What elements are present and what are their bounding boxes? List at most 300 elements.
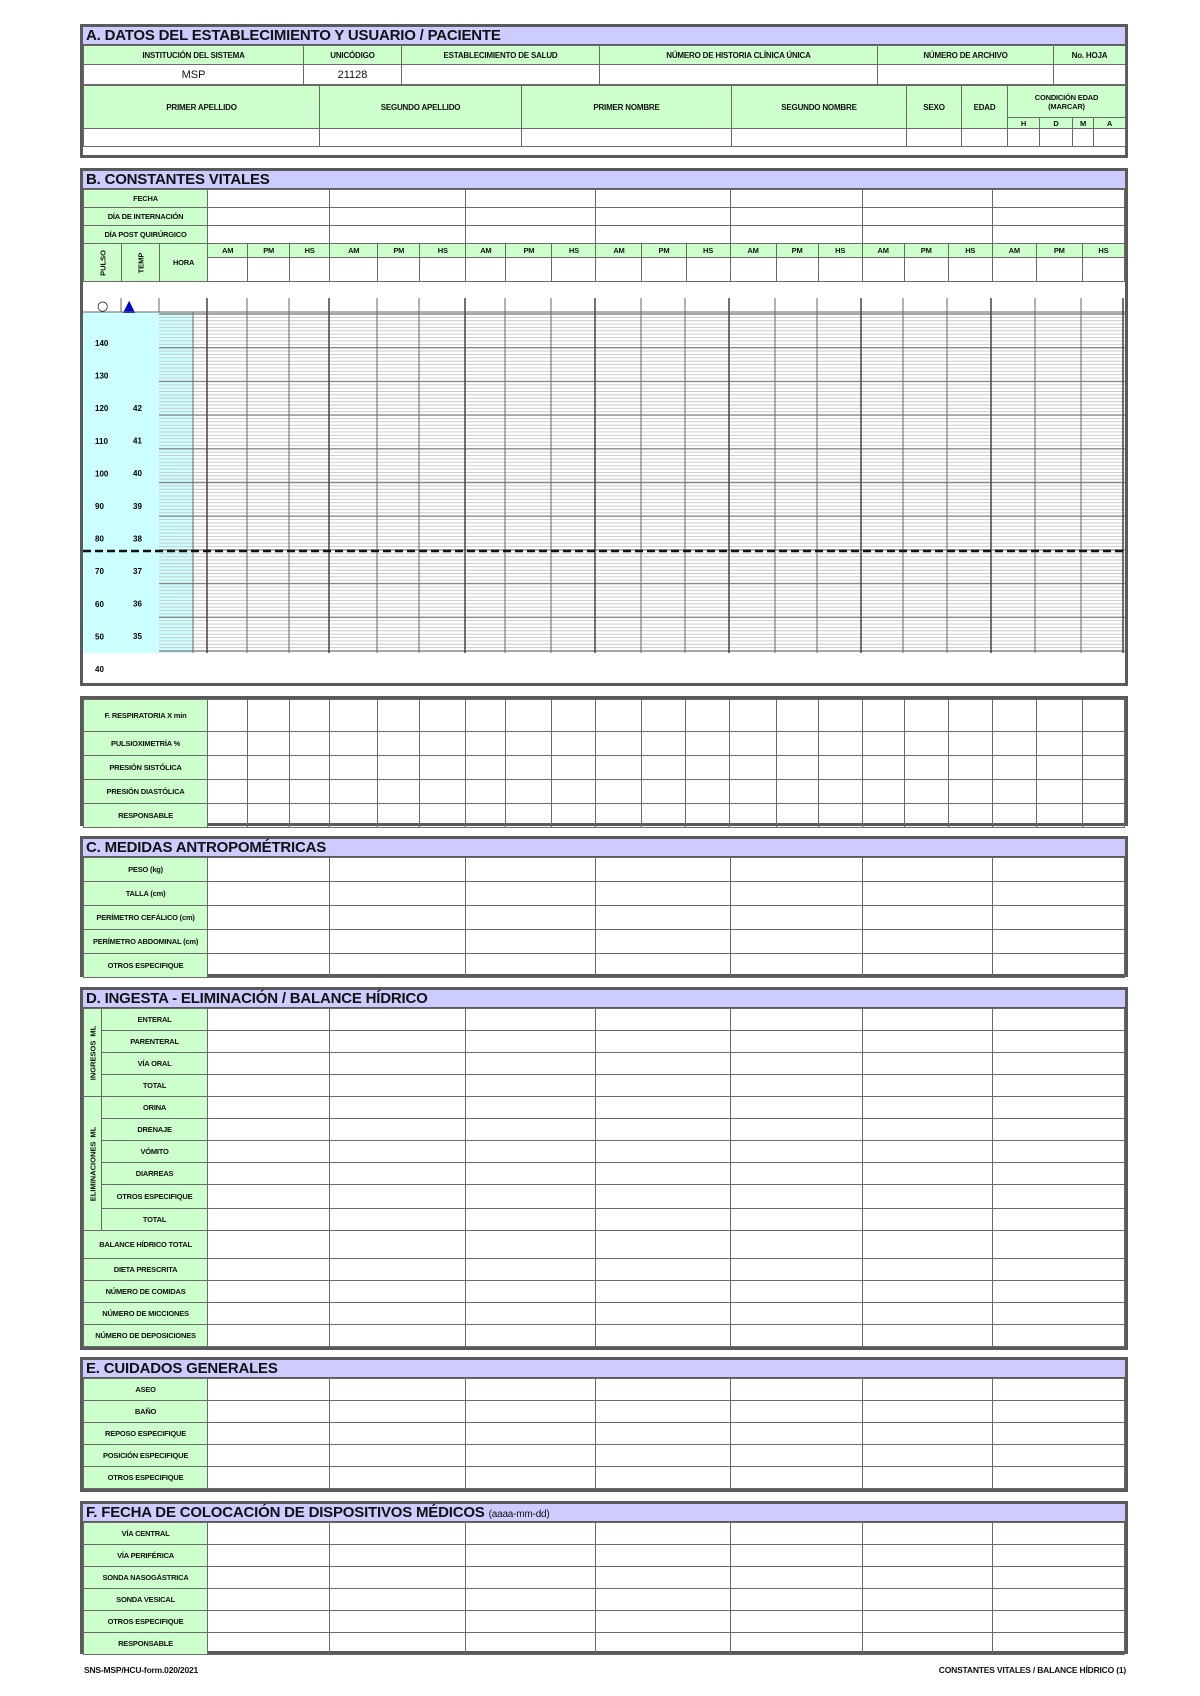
balance-day-cell[interactable] xyxy=(862,1303,992,1325)
vitals-day-cell[interactable] xyxy=(862,208,992,226)
general-care-day-cell[interactable] xyxy=(466,1401,596,1423)
eliminaciones-day-cell[interactable] xyxy=(992,1163,1124,1185)
vital-sign-cell[interactable] xyxy=(904,732,948,756)
institucion-value[interactable]: MSP xyxy=(84,65,304,85)
vital-sign-cell[interactable] xyxy=(730,780,776,804)
vitals-day-cell[interactable] xyxy=(330,226,466,244)
device-day-cell[interactable] xyxy=(992,1523,1124,1545)
vital-sign-cell[interactable] xyxy=(686,780,730,804)
vital-sign-cell[interactable] xyxy=(862,732,904,756)
condicion-m[interactable]: M xyxy=(1073,118,1094,129)
general-care-day-cell[interactable] xyxy=(862,1423,992,1445)
anthropometric-day-cell[interactable] xyxy=(208,882,330,906)
balance-day-cell[interactable] xyxy=(330,1303,466,1325)
general-care-day-cell[interactable] xyxy=(730,1467,862,1489)
device-day-cell[interactable] xyxy=(466,1545,596,1567)
anthropometric-day-cell[interactable] xyxy=(862,930,992,954)
device-day-cell[interactable] xyxy=(862,1567,992,1589)
vital-sign-cell[interactable] xyxy=(686,732,730,756)
anthropometric-day-cell[interactable] xyxy=(330,930,466,954)
anthropometric-day-cell[interactable] xyxy=(862,858,992,882)
anthropometric-day-cell[interactable] xyxy=(466,954,596,978)
device-day-cell[interactable] xyxy=(466,1633,596,1655)
vital-sign-cell[interactable] xyxy=(290,756,330,780)
vital-sign-cell[interactable] xyxy=(208,700,248,732)
device-day-cell[interactable] xyxy=(596,1589,730,1611)
vital-sign-cell[interactable] xyxy=(596,780,642,804)
eliminaciones-day-cell[interactable] xyxy=(208,1209,330,1231)
balance-day-cell[interactable] xyxy=(208,1231,330,1259)
vital-sign-cell[interactable] xyxy=(1082,780,1124,804)
general-care-day-cell[interactable] xyxy=(596,1423,730,1445)
vital-sign-cell[interactable] xyxy=(818,700,862,732)
vital-sign-cell[interactable] xyxy=(730,756,776,780)
ingresos-day-cell[interactable] xyxy=(596,1053,730,1075)
balance-day-cell[interactable] xyxy=(330,1281,466,1303)
vitals-day-cell[interactable] xyxy=(466,208,596,226)
eliminaciones-day-cell[interactable] xyxy=(862,1185,992,1209)
vitals-day-cell[interactable] xyxy=(208,226,330,244)
eliminaciones-day-cell[interactable] xyxy=(730,1185,862,1209)
device-day-cell[interactable] xyxy=(862,1633,992,1655)
device-day-cell[interactable] xyxy=(992,1567,1124,1589)
anthropometric-day-cell[interactable] xyxy=(330,954,466,978)
device-day-cell[interactable] xyxy=(596,1545,730,1567)
vital-sign-cell[interactable] xyxy=(862,700,904,732)
balance-day-cell[interactable] xyxy=(730,1325,862,1347)
vital-sign-cell[interactable] xyxy=(948,756,992,780)
hora-cell[interactable] xyxy=(208,258,248,282)
vital-sign-cell[interactable] xyxy=(466,804,506,828)
balance-day-cell[interactable] xyxy=(330,1325,466,1347)
general-care-day-cell[interactable] xyxy=(862,1379,992,1401)
vital-sign-cell[interactable] xyxy=(596,732,642,756)
device-day-cell[interactable] xyxy=(330,1611,466,1633)
eliminaciones-day-cell[interactable] xyxy=(992,1141,1124,1163)
device-day-cell[interactable] xyxy=(466,1589,596,1611)
ingresos-day-cell[interactable] xyxy=(596,1075,730,1097)
anthropometric-day-cell[interactable] xyxy=(330,858,466,882)
vital-sign-cell[interactable] xyxy=(1082,700,1124,732)
balance-day-cell[interactable] xyxy=(596,1281,730,1303)
device-day-cell[interactable] xyxy=(208,1633,330,1655)
ingresos-day-cell[interactable] xyxy=(992,1009,1124,1031)
general-care-day-cell[interactable] xyxy=(208,1379,330,1401)
eliminaciones-day-cell[interactable] xyxy=(992,1097,1124,1119)
vitals-day-cell[interactable] xyxy=(596,208,730,226)
vital-sign-cell[interactable] xyxy=(248,756,290,780)
general-care-day-cell[interactable] xyxy=(330,1423,466,1445)
ingresos-day-cell[interactable] xyxy=(466,1009,596,1031)
ingresos-day-cell[interactable] xyxy=(992,1075,1124,1097)
general-care-day-cell[interactable] xyxy=(330,1445,466,1467)
vital-sign-cell[interactable] xyxy=(904,756,948,780)
hora-cell[interactable] xyxy=(290,258,330,282)
device-day-cell[interactable] xyxy=(862,1589,992,1611)
ingresos-day-cell[interactable] xyxy=(330,1053,466,1075)
ingresos-day-cell[interactable] xyxy=(730,1075,862,1097)
balance-day-cell[interactable] xyxy=(466,1231,596,1259)
vitals-day-cell[interactable] xyxy=(730,226,862,244)
anthropometric-day-cell[interactable] xyxy=(730,954,862,978)
anthropometric-day-cell[interactable] xyxy=(992,906,1124,930)
vital-sign-cell[interactable] xyxy=(378,780,420,804)
hora-cell[interactable] xyxy=(330,258,378,282)
segundo-apellido-field[interactable] xyxy=(320,129,522,147)
vitals-day-cell[interactable] xyxy=(466,226,596,244)
vitals-day-cell[interactable] xyxy=(330,190,466,208)
vital-sign-cell[interactable] xyxy=(992,700,1036,732)
device-day-cell[interactable] xyxy=(466,1611,596,1633)
vital-sign-cell[interactable] xyxy=(1082,804,1124,828)
device-day-cell[interactable] xyxy=(208,1611,330,1633)
balance-day-cell[interactable] xyxy=(730,1231,862,1259)
vital-sign-cell[interactable] xyxy=(552,804,596,828)
historia-clinica-field[interactable] xyxy=(600,65,878,85)
balance-day-cell[interactable] xyxy=(862,1281,992,1303)
vital-sign-cell[interactable] xyxy=(992,732,1036,756)
vital-sign-cell[interactable] xyxy=(208,780,248,804)
general-care-day-cell[interactable] xyxy=(330,1401,466,1423)
anthropometric-day-cell[interactable] xyxy=(330,882,466,906)
general-care-day-cell[interactable] xyxy=(992,1379,1124,1401)
anthropometric-day-cell[interactable] xyxy=(862,954,992,978)
balance-day-cell[interactable] xyxy=(992,1325,1124,1347)
balance-day-cell[interactable] xyxy=(992,1281,1124,1303)
segundo-nombre-field[interactable] xyxy=(732,129,907,147)
condicion-d[interactable]: D xyxy=(1040,118,1073,129)
anthropometric-day-cell[interactable] xyxy=(596,954,730,978)
general-care-day-cell[interactable] xyxy=(730,1423,862,1445)
vital-sign-cell[interactable] xyxy=(1036,700,1082,732)
device-day-cell[interactable] xyxy=(330,1545,466,1567)
vitals-day-cell[interactable] xyxy=(730,208,862,226)
general-care-day-cell[interactable] xyxy=(330,1379,466,1401)
sexo-field[interactable] xyxy=(907,129,962,147)
ingresos-day-cell[interactable] xyxy=(596,1031,730,1053)
vitals-day-cell[interactable] xyxy=(208,208,330,226)
eliminaciones-day-cell[interactable] xyxy=(862,1141,992,1163)
eliminaciones-day-cell[interactable] xyxy=(862,1209,992,1231)
eliminaciones-day-cell[interactable] xyxy=(466,1209,596,1231)
general-care-day-cell[interactable] xyxy=(208,1445,330,1467)
general-care-day-cell[interactable] xyxy=(596,1445,730,1467)
balance-day-cell[interactable] xyxy=(596,1259,730,1281)
eliminaciones-day-cell[interactable] xyxy=(730,1209,862,1231)
eliminaciones-day-cell[interactable] xyxy=(208,1119,330,1141)
vital-sign-cell[interactable] xyxy=(596,700,642,732)
hora-cell[interactable] xyxy=(552,258,596,282)
eliminaciones-day-cell[interactable] xyxy=(330,1119,466,1141)
eliminaciones-day-cell[interactable] xyxy=(330,1209,466,1231)
eliminaciones-day-cell[interactable] xyxy=(862,1119,992,1141)
vital-sign-cell[interactable] xyxy=(290,804,330,828)
eliminaciones-day-cell[interactable] xyxy=(992,1119,1124,1141)
vital-sign-cell[interactable] xyxy=(776,780,818,804)
anthropometric-day-cell[interactable] xyxy=(596,930,730,954)
anthropometric-day-cell[interactable] xyxy=(466,858,596,882)
ingresos-day-cell[interactable] xyxy=(466,1075,596,1097)
balance-day-cell[interactable] xyxy=(466,1303,596,1325)
hora-cell[interactable] xyxy=(862,258,904,282)
vital-sign-cell[interactable] xyxy=(904,780,948,804)
vital-sign-cell[interactable] xyxy=(948,780,992,804)
vital-sign-cell[interactable] xyxy=(208,804,248,828)
vital-sign-cell[interactable] xyxy=(948,700,992,732)
eliminaciones-day-cell[interactable] xyxy=(596,1163,730,1185)
anthropometric-day-cell[interactable] xyxy=(992,858,1124,882)
condicion-h[interactable]: H xyxy=(1008,118,1040,129)
device-day-cell[interactable] xyxy=(596,1523,730,1545)
balance-day-cell[interactable] xyxy=(992,1259,1124,1281)
vital-sign-cell[interactable] xyxy=(552,780,596,804)
vitals-day-cell[interactable] xyxy=(330,208,466,226)
general-care-day-cell[interactable] xyxy=(208,1423,330,1445)
hora-cell[interactable] xyxy=(420,258,466,282)
vitals-day-cell[interactable] xyxy=(596,226,730,244)
vital-sign-cell[interactable] xyxy=(506,700,552,732)
vital-sign-cell[interactable] xyxy=(420,756,466,780)
general-care-day-cell[interactable] xyxy=(862,1445,992,1467)
device-day-cell[interactable] xyxy=(730,1589,862,1611)
vital-sign-cell[interactable] xyxy=(552,732,596,756)
vital-sign-cell[interactable] xyxy=(248,732,290,756)
anthropometric-day-cell[interactable] xyxy=(208,930,330,954)
condicion-a-field[interactable] xyxy=(1094,129,1126,147)
anthropometric-day-cell[interactable] xyxy=(862,906,992,930)
ingresos-day-cell[interactable] xyxy=(208,1075,330,1097)
hora-cell[interactable] xyxy=(596,258,642,282)
vital-sign-cell[interactable] xyxy=(420,780,466,804)
vital-sign-cell[interactable] xyxy=(776,804,818,828)
hora-cell[interactable] xyxy=(1036,258,1082,282)
balance-day-cell[interactable] xyxy=(730,1281,862,1303)
balance-day-cell[interactable] xyxy=(862,1325,992,1347)
vital-sign-cell[interactable] xyxy=(862,780,904,804)
vital-sign-cell[interactable] xyxy=(506,804,552,828)
vital-sign-cell[interactable] xyxy=(818,732,862,756)
general-care-day-cell[interactable] xyxy=(596,1467,730,1489)
vital-sign-cell[interactable] xyxy=(948,732,992,756)
vital-sign-cell[interactable] xyxy=(552,756,596,780)
vital-sign-cell[interactable] xyxy=(818,804,862,828)
eliminaciones-day-cell[interactable] xyxy=(730,1141,862,1163)
general-care-day-cell[interactable] xyxy=(992,1467,1124,1489)
hora-cell[interactable] xyxy=(378,258,420,282)
eliminaciones-day-cell[interactable] xyxy=(330,1163,466,1185)
primer-apellido-field[interactable] xyxy=(84,129,320,147)
general-care-day-cell[interactable] xyxy=(730,1379,862,1401)
anthropometric-day-cell[interactable] xyxy=(466,906,596,930)
device-day-cell[interactable] xyxy=(730,1633,862,1655)
vital-sign-cell[interactable] xyxy=(506,732,552,756)
eliminaciones-day-cell[interactable] xyxy=(596,1209,730,1231)
hora-cell[interactable] xyxy=(466,258,506,282)
balance-day-cell[interactable] xyxy=(992,1231,1124,1259)
general-care-day-cell[interactable] xyxy=(862,1467,992,1489)
ingresos-day-cell[interactable] xyxy=(992,1031,1124,1053)
vital-sign-cell[interactable] xyxy=(1036,756,1082,780)
eliminaciones-day-cell[interactable] xyxy=(466,1119,596,1141)
eliminaciones-day-cell[interactable] xyxy=(466,1185,596,1209)
vital-sign-cell[interactable] xyxy=(378,804,420,828)
anthropometric-day-cell[interactable] xyxy=(466,882,596,906)
general-care-day-cell[interactable] xyxy=(466,1423,596,1445)
condicion-h-field[interactable] xyxy=(1008,129,1040,147)
vital-sign-cell[interactable] xyxy=(330,700,378,732)
vital-sign-cell[interactable] xyxy=(420,732,466,756)
vital-sign-cell[interactable] xyxy=(992,756,1036,780)
balance-day-cell[interactable] xyxy=(730,1259,862,1281)
device-day-cell[interactable] xyxy=(466,1523,596,1545)
vitals-day-cell[interactable] xyxy=(596,190,730,208)
vital-sign-cell[interactable] xyxy=(686,700,730,732)
vitals-day-cell[interactable] xyxy=(992,208,1124,226)
ingresos-day-cell[interactable] xyxy=(862,1009,992,1031)
balance-day-cell[interactable] xyxy=(208,1325,330,1347)
eliminaciones-day-cell[interactable] xyxy=(330,1141,466,1163)
vitals-day-cell[interactable] xyxy=(730,190,862,208)
primer-nombre-field[interactable] xyxy=(522,129,732,147)
eliminaciones-day-cell[interactable] xyxy=(596,1097,730,1119)
vital-sign-cell[interactable] xyxy=(420,700,466,732)
anthropometric-day-cell[interactable] xyxy=(992,882,1124,906)
device-day-cell[interactable] xyxy=(466,1567,596,1589)
vital-sign-cell[interactable] xyxy=(420,804,466,828)
vital-sign-cell[interactable] xyxy=(248,804,290,828)
hora-cell[interactable] xyxy=(1082,258,1124,282)
balance-day-cell[interactable] xyxy=(596,1231,730,1259)
hora-cell[interactable] xyxy=(506,258,552,282)
general-care-day-cell[interactable] xyxy=(992,1445,1124,1467)
vitals-day-cell[interactable] xyxy=(466,190,596,208)
hoja-field[interactable] xyxy=(1054,65,1126,85)
vital-sign-cell[interactable] xyxy=(992,780,1036,804)
device-day-cell[interactable] xyxy=(730,1523,862,1545)
vitals-day-cell[interactable] xyxy=(992,226,1124,244)
hora-cell[interactable] xyxy=(730,258,776,282)
anthropometric-day-cell[interactable] xyxy=(730,906,862,930)
device-day-cell[interactable] xyxy=(730,1567,862,1589)
balance-day-cell[interactable] xyxy=(596,1303,730,1325)
device-day-cell[interactable] xyxy=(730,1611,862,1633)
ingresos-day-cell[interactable] xyxy=(330,1031,466,1053)
eliminaciones-day-cell[interactable] xyxy=(862,1097,992,1119)
eliminaciones-day-cell[interactable] xyxy=(466,1141,596,1163)
ingresos-day-cell[interactable] xyxy=(466,1031,596,1053)
balance-day-cell[interactable] xyxy=(596,1325,730,1347)
vital-sign-cell[interactable] xyxy=(248,780,290,804)
vital-sign-cell[interactable] xyxy=(506,756,552,780)
vital-sign-cell[interactable] xyxy=(378,732,420,756)
general-care-day-cell[interactable] xyxy=(596,1379,730,1401)
device-day-cell[interactable] xyxy=(862,1545,992,1567)
vital-sign-cell[interactable] xyxy=(1036,804,1082,828)
anthropometric-day-cell[interactable] xyxy=(208,906,330,930)
general-care-day-cell[interactable] xyxy=(466,1467,596,1489)
ingresos-day-cell[interactable] xyxy=(208,1031,330,1053)
ingresos-day-cell[interactable] xyxy=(992,1053,1124,1075)
ingresos-day-cell[interactable] xyxy=(730,1053,862,1075)
general-care-day-cell[interactable] xyxy=(208,1401,330,1423)
hora-cell[interactable] xyxy=(248,258,290,282)
vital-sign-cell[interactable] xyxy=(992,804,1036,828)
anthropometric-day-cell[interactable] xyxy=(330,906,466,930)
device-day-cell[interactable] xyxy=(208,1589,330,1611)
vital-sign-cell[interactable] xyxy=(1082,732,1124,756)
eliminaciones-day-cell[interactable] xyxy=(862,1163,992,1185)
balance-day-cell[interactable] xyxy=(466,1281,596,1303)
device-day-cell[interactable] xyxy=(992,1545,1124,1567)
anthropometric-day-cell[interactable] xyxy=(730,930,862,954)
condicion-d-field[interactable] xyxy=(1040,129,1073,147)
vital-signs-grid[interactable] xyxy=(83,296,1125,674)
ingresos-day-cell[interactable] xyxy=(730,1009,862,1031)
vital-sign-cell[interactable] xyxy=(904,700,948,732)
balance-day-cell[interactable] xyxy=(862,1231,992,1259)
vital-sign-cell[interactable] xyxy=(330,732,378,756)
anthropometric-day-cell[interactable] xyxy=(730,882,862,906)
general-care-day-cell[interactable] xyxy=(596,1401,730,1423)
hora-cell[interactable] xyxy=(776,258,818,282)
vital-sign-cell[interactable] xyxy=(642,732,686,756)
eliminaciones-day-cell[interactable] xyxy=(330,1185,466,1209)
vital-sign-cell[interactable] xyxy=(290,732,330,756)
ingresos-day-cell[interactable] xyxy=(730,1031,862,1053)
device-day-cell[interactable] xyxy=(992,1589,1124,1611)
ingresos-day-cell[interactable] xyxy=(330,1075,466,1097)
vital-sign-cell[interactable] xyxy=(686,756,730,780)
eliminaciones-day-cell[interactable] xyxy=(208,1097,330,1119)
general-care-day-cell[interactable] xyxy=(466,1379,596,1401)
vital-sign-cell[interactable] xyxy=(642,700,686,732)
ingresos-day-cell[interactable] xyxy=(862,1075,992,1097)
eliminaciones-day-cell[interactable] xyxy=(730,1097,862,1119)
vital-sign-cell[interactable] xyxy=(904,804,948,828)
eliminaciones-day-cell[interactable] xyxy=(208,1185,330,1209)
balance-day-cell[interactable] xyxy=(730,1303,862,1325)
vital-sign-cell[interactable] xyxy=(552,700,596,732)
balance-day-cell[interactable] xyxy=(992,1303,1124,1325)
device-day-cell[interactable] xyxy=(862,1523,992,1545)
eliminaciones-day-cell[interactable] xyxy=(208,1141,330,1163)
vital-sign-cell[interactable] xyxy=(730,804,776,828)
vital-sign-cell[interactable] xyxy=(1036,780,1082,804)
hora-cell[interactable] xyxy=(992,258,1036,282)
general-care-day-cell[interactable] xyxy=(992,1423,1124,1445)
ingresos-day-cell[interactable] xyxy=(208,1053,330,1075)
vital-sign-cell[interactable] xyxy=(466,780,506,804)
vital-sign-cell[interactable] xyxy=(290,700,330,732)
vital-sign-cell[interactable] xyxy=(378,756,420,780)
eliminaciones-day-cell[interactable] xyxy=(992,1209,1124,1231)
device-day-cell[interactable] xyxy=(330,1589,466,1611)
device-day-cell[interactable] xyxy=(730,1545,862,1567)
anthropometric-day-cell[interactable] xyxy=(208,858,330,882)
vital-sign-cell[interactable] xyxy=(466,756,506,780)
edad-field[interactable] xyxy=(962,129,1008,147)
eliminaciones-day-cell[interactable] xyxy=(992,1185,1124,1209)
vital-sign-cell[interactable] xyxy=(1082,756,1124,780)
device-day-cell[interactable] xyxy=(208,1567,330,1589)
balance-day-cell[interactable] xyxy=(330,1259,466,1281)
general-care-day-cell[interactable] xyxy=(466,1445,596,1467)
anthropometric-day-cell[interactable] xyxy=(596,858,730,882)
device-day-cell[interactable] xyxy=(330,1633,466,1655)
vital-sign-cell[interactable] xyxy=(1036,732,1082,756)
vital-sign-cell[interactable] xyxy=(730,700,776,732)
eliminaciones-day-cell[interactable] xyxy=(466,1163,596,1185)
